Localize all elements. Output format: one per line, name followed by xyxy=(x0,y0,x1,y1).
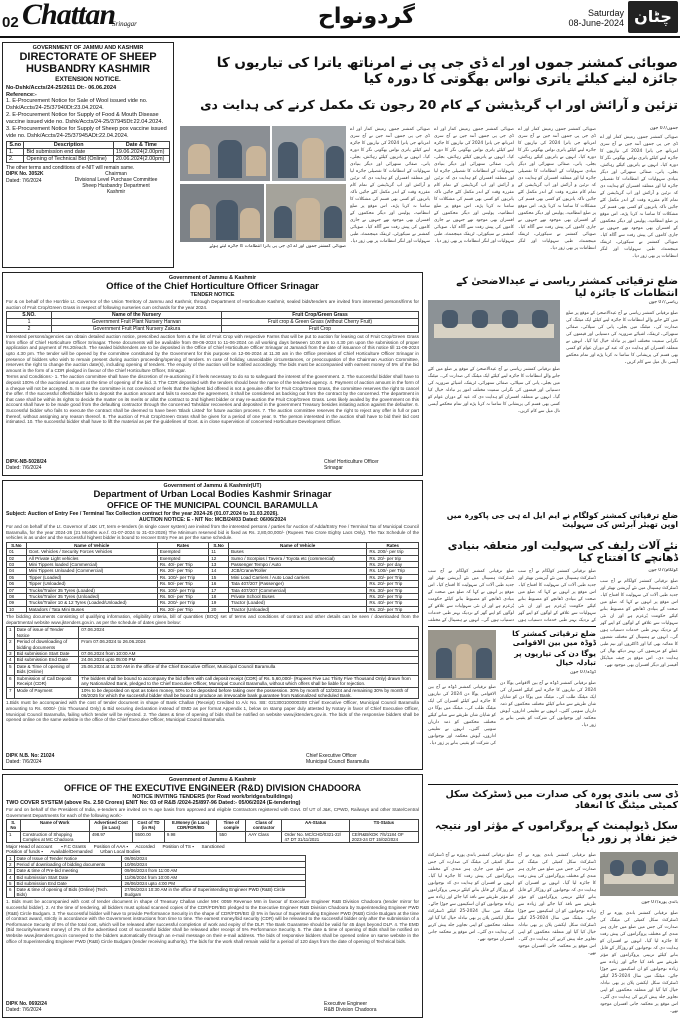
table-row xyxy=(7,831,419,842)
table-cell: 25.06.2024 at 11:00 AM in the office of the Chief Executive Officer, Municipal Council Baramulla xyxy=(79,663,419,675)
signature-role: Chief Executive Officer xyxy=(306,753,357,759)
table-cell: 10/06/2024 xyxy=(122,862,306,868)
table-cell: Bid submission Start Date xyxy=(14,874,122,880)
table-cell: 498.97 xyxy=(89,831,132,842)
table-row xyxy=(7,156,170,163)
table-cell: 03 xyxy=(7,562,27,568)
schedule-table xyxy=(6,141,170,163)
table-header: Time of comple xyxy=(217,820,246,831)
newspaper-logo: چٹان xyxy=(628,1,678,33)
table-cell: 16 xyxy=(209,581,229,587)
story-subheadline: یوگا دن کی تیاریوں پر تبادلہ خیال xyxy=(514,649,596,667)
story-column: ضلع ترقیاتی کمشنر باندی پورہ نے آج ڈسٹرکٹ سکل کمیٹی کی میٹنگ کی صدارت کی جس میں ضلع میں جاری ہنر مندی کے مختلف پروگراموں کی پیش رفت کا جائزہ لیا گیا۔ انہوں نے افسران کو ہدایت دی کہ نوجوانوں کو روزگار کے قابل بنانے کیلئے تربیتی پروگراموں کو مؤثر طریقے سے نافذ کیا جائے اور زیادہ سے زیادہ نوجوانوں کو ان اسکیموں سے جوڑا جائے۔ میٹنگ میں سال 2024-25 کیلئے ڈسٹرکٹ سکل ایکشن پلان پر بھی تبادلہ خیال کیا گیا اور متعلقہ محکموں کو اپنی تجاویز جلد پیش کرنے کی ہدایت دی گئی۔ اس موقع پر محکمہ جاتی افسران موجود تھے۔ xyxy=(428,853,514,942)
table-cell: 4 xyxy=(7,657,15,663)
table-cell: Construction of Shopping Complex at MC Chadoora xyxy=(20,831,89,842)
table-cell: 01 xyxy=(7,549,27,555)
table-cell: Date & time of Pre-bid meeting xyxy=(14,868,122,874)
table-cell: Rs. 200/- per Trip xyxy=(157,600,209,606)
notice-dated: Dated: 7/6/2024 xyxy=(6,759,42,765)
story-column: ضلع ترقیاتی کمشنر کولگام نے آج سب ڈسٹرکٹ ہسپتال میں نئے آپریشن تھیٹر اور جدید طبی آلات کی سہولیت کا افتتاح کیا۔ اس موقع پر انہوں نے کہا کہ ضلع میں صحت کے بنیادی ڈھانچے کو مضبوط بنانے کیلئے حکومت پُرعزم ہے اور ان نئی سہولیات سے علاقے کے لوگوں کو اپنے گھر کے نزدیک بہتر طبی خدمات دستیاب ہوں xyxy=(518,569,596,623)
notice-footer xyxy=(6,753,419,767)
table-cell: Buses xyxy=(228,549,366,555)
table-cell: Sumo / Scorpios / Tavera / Toyota etc (commercial) xyxy=(228,555,366,561)
table-cell: The bidders shall be bound to accompany the bid offers with call deposit receipt (CDR) of Rs. 5,60,000/- (Rupees Five Lac Thirty Five Thousand Only) drawn from any Nationalized Bank, pledged to the Chief Executive Officer, Municipal Council Baramulla, without which offers shall be liable for rejection. xyxy=(79,675,419,687)
table-cell: 19 xyxy=(209,600,229,606)
table-cell: 1 xyxy=(7,856,15,862)
table-cell: 18 xyxy=(209,594,229,600)
table-header: Advertised Cost (in Lacs) xyxy=(89,820,132,831)
table-row xyxy=(7,887,306,898)
table-header: Name of Work xyxy=(20,820,89,831)
notice-subtitle: EXTENSION NOTICE. xyxy=(55,76,121,83)
nursery-table xyxy=(6,311,419,333)
table-cell: Rs. 20/- per Trip xyxy=(367,581,419,587)
story-headline: ڈی سی باندی پورہ کی صدارت میں ڈسٹرکٹ سکل کمیٹی میٹنگ کا انعقاد xyxy=(445,789,678,811)
notice-title: Department of Urban Local Bodies Kashmir Srinagar xyxy=(93,489,332,500)
table-cell: Rs. 50/- per Trip xyxy=(157,594,209,600)
table-cell: 09/06/2024 from 11:00 AM xyxy=(122,868,306,874)
story-column: صوبائی کمشنر جموں رمیش کمار اور اے ڈی جی پی جموں آنند جین نے آج سری امرناتھ جی یاترا 2024 کی تیاریوں کا جائزہ لینے کیلئے یاتری نواس بھگوتی نگر کا دورہ کیا۔ انہوں نے یاتریوں کیلئے رہائش، بجلی، پانی، صفائی ستھرائی اور دیگر بنیادی سہولیات کے انتظامات کا تفصیلی جائزہ لیا اور متعلقہ افسران کو ہدایت دی کہ تزئین و آرائش اور اپ گریڈیشن کے تمام کام مقررہ وقت کے اندر مکمل کئے جائیں تاکہ یاتریوں کو کسی بھی قسم کی مشکلات کا سامنا نہ کرنا پڑے۔ اس موقع پر ضلع انتظامیہ، پولیس اور دیگر محکموں کے افسران بھی موجود تھے جنہوں نے جاری کاموں کی پیش رفت سے آگاہ کیا۔ صوبائی کمشنر نے سیکورٹی، ٹریفک مینجمنٹ، طبی سہولیات اور لنگر انتظامات پر بھی زور دیا۔ xyxy=(600,135,678,259)
table-cell: Rs. 20/- per trip xyxy=(367,555,419,561)
table-row xyxy=(7,687,419,699)
table-cell: Rs. 30/- per Trip xyxy=(367,587,419,593)
story-column: صوبائی کمشنر جموں رمیش کمار اور اے ڈی جی پی جموں آنند جین نے آج سری امرناتھ جی یاترا 2024 کی تیاریوں کا جائزہ لینے کیلئے یاتری نواس بھگوتی نگر کا دورہ کیا۔ انہوں نے یاتریوں کیلئے رہائش، بجلی، پانی، صفائی ستھرائی اور دیگر بنیادی سہولیات کے انتظامات کا تفصیلی جائزہ لیا اور متعلقہ افسران کو ہدایت دی کہ تزئین و آرائش اور اپ گریڈیشن کے تمام کام مقررہ وقت کے اندر مکمل کئے جائیں تاکہ یاتریوں کو کسی بھی قسم کی مشکلات کا سامنا نہ کرنا پڑے۔ اس موقع پر ضلع انتظامیہ، پولیس اور دیگر محکموں کے افسران بھی موجود تھے جنہوں نے جاری کاموں کی پیش رفت سے آگاہ کیا۔ صوبائی کمشنر نے سیکورٹی، ٹریفک مینجمنٹ، طبی سہولیات اور لنگر انتظامات پر بھی زور دیا۔ xyxy=(350,127,430,244)
table-cell: Rs. 20/- per Trip xyxy=(157,568,209,574)
notice-gov: Government of Jammu & Kashmir xyxy=(168,777,257,783)
table-row xyxy=(7,663,419,675)
notice-footer xyxy=(6,1001,419,1015)
signature-place: Srinagar xyxy=(324,465,343,471)
story-column: صوبائی کمشنر جموں رمیش کمار اور اے ڈی جی پی جموں آنند جین نے آج سری امرناتھ جی یاترا 2024 کی تیاریوں کا جائزہ لینے کیلئے یاتری نواس بھگوتی نگر کا دورہ کیا۔ انہوں نے یاتریوں کیلئے رہائش، بجلی، پانی، صفائی ستھرائی اور دیگر بنیادی سہولیات کے انتظامات کا تفصیلی جائزہ لیا اور متعلقہ افسران کو ہدایت دی کہ تزئین و آرائش اور اپ گریڈیشن کے تمام کام مقررہ وقت کے اندر مکمل کئے جائیں تاکہ یاتریوں کو کسی بھی قسم کی مشکلات کا سامنا نہ کرنا پڑے۔ اس موقع پر ضلع انتظامیہ، پولیس اور دیگر محکموں کے افسران بھی موجود تھے جنہوں نے جاری کاموں کی پیش رفت سے آگاہ کیا۔ صوبائی کمشنر نے سیکورٹی، ٹریفک مینجمنٹ، طبی سہولیات اور لنگر انتظامات پر بھی زور دیا۔ xyxy=(518,127,596,251)
notice-footer xyxy=(6,459,419,473)
table-cell: 20.06.2024(2.00pm) xyxy=(113,156,169,163)
table-cell: Mini Load Carriers / Auto Load carriers xyxy=(228,574,366,580)
table-cell: Govt. Vehicles / Security Forces Vehicles xyxy=(26,549,157,555)
table-row xyxy=(7,639,419,651)
table-cell: Government Fruit Plant Nursery Zakura xyxy=(52,326,222,333)
signature-org: Divisional Level Purchase Committee xyxy=(74,177,158,183)
table-cell: 3 xyxy=(7,868,15,874)
table-cell: Mode of Payment xyxy=(14,687,79,699)
table-cell: 07 xyxy=(7,587,27,593)
notice-footer-text: 1.Bids must be accompanied with the cost of tender document in shape of Bank Challan (Receipt) Credited to A/c No. SB: 021300100000208 Chief Executive Officer, Municipal Council Baramulla amounting to Rs. 6000/- (Six Thousand Only) & Bid securing declaration instead of EMD as per format Appendix 1, below on stamp paper duly attested by Notary in favor of Chief Executive Officer, Municipal Council Baramulla, failing which tender will be rejected. 2. The dates & time of opening of bids shall be notified on website www.jktenders.gov.in. The bids of the responsive bidders shall be opened online on the same website in the office of the Chief Executive Officer, Municipal Council Baramulla. xyxy=(6,700,419,723)
table-header: S.no xyxy=(7,142,24,149)
notice-title: OFFICE OF THE EXECUTIVE ENGINEER (R&D) DIVISION CHADOORA xyxy=(63,783,362,793)
notice-intro: For & on behalf of the Hon'ble Lt. Governor of the Union Territory of Jammu and Kashmir, through Department of Horticulture Kashmir, sealed bids/tenders are invited from interested persons/firms for auction of Fruit Crop/Green Grass in respect of following nurseries cum orchards for the year 2024. xyxy=(6,299,419,310)
table-cell: Rs. 20/- per day xyxy=(367,562,419,568)
table-cell: 5 xyxy=(7,663,15,675)
table-cell: 550 xyxy=(217,831,246,842)
signature-org: Kashmir xyxy=(106,189,126,195)
table-cell: 6 xyxy=(7,887,15,898)
story-photo xyxy=(428,300,560,362)
dipk-number: DIPK N.B. No: 21024 xyxy=(6,753,55,759)
page-number: 02 xyxy=(2,14,19,31)
table-cell: 08 xyxy=(7,594,27,600)
table-cell: 6 xyxy=(7,675,15,687)
chadoora-tender-notice xyxy=(2,774,423,1018)
notice-dated: Dated: 7/6/2024 xyxy=(6,178,42,184)
table-cell: 10% to be deposited on spot as token money, 50% to be deposited before taking over the possession. 30% by month of 12/2024 and remaining 30% by month of 06/2025 for which the successful bidder shall be bound to produce an irrevocable bank guarantee from Nationalized scheduled Bank. xyxy=(79,687,419,699)
table-cell: 1 xyxy=(7,627,15,639)
story-photo xyxy=(266,184,346,242)
notice-title-2: HUSBANDRY KASHMIR xyxy=(25,63,151,75)
signature-org: Sheep Husbandry Department xyxy=(82,183,150,189)
masthead xyxy=(0,0,680,38)
table-cell: Submission of Call Deposit Receipt (CDR) xyxy=(14,675,79,687)
notice-note: The other terms and conditions of e-NIT will remain same. xyxy=(6,165,135,171)
table-cell: Fruit crop & Green Grass (without Cherry Fruit) xyxy=(221,319,418,326)
table-cell: 3 xyxy=(7,651,15,657)
table-cell: Bid submission end date xyxy=(24,149,113,156)
signature-place: R&B Division Chadoora xyxy=(324,1007,377,1013)
dipk-number: DIPK No. 0692/24 xyxy=(6,1001,47,1007)
table-header: Name of Vehicle xyxy=(228,542,366,548)
table-cell: Bid submission End Date xyxy=(14,657,79,663)
notice-subject: Subject: Auction of Entry Fee / Terminal Tax Collection contract for the year 2024-26 (01.07.2024 to 31.03.2026). xyxy=(6,511,279,517)
table-header: AA-Status xyxy=(282,820,349,831)
notice-terms: 1. Bids must be accompanied with cost of tender document in shape of Treasury Challan under MH: 0059 Revenue Mm in favour of Executive Engineer R&B Division Chadoora (tender mirror for successful bidder). 2. At the time of tendering, all bidders must upload scanned copies of the CDR/FDR/BG pledged to the Executive Engineer R&B Division Chadoora by Superintending Engineer PWD (R&B) Circle Budgam. 3. The successful bidder will have to provide Performance Security in the shape of CDR/FDR/BG @ 5% in favour of Superintending Engineer PWD (R&B) Circle Budgam at the time of contract award, strictly in accordance with the Government instructions from time to time. The earnest money/bid security (CDR) will be released to the successful bidder only after the submission of a Performance Security of 5% of the total cost, which will be released after successful completion of work and expiry of the DLP. The Bank Guarantee should be valid for 45 days beyond DLP. 4. The EMD (Bid Security/earnest money) of 2% of the advertised cost of successful bidder shall be released after receipt of 5% Performance Security. 5. The date & time of opening of Bids shall be notified on Website www.jktenders.gov.in conveyed to the bidders automatically through an e-mail message on their e-mail address. The bids of responsive bidders shall be opened online on same website in the office of Superintending Engineer PWD (R&B) Circle Budgam (tender receiving authority). The bids for the work shall remain valid for a period of 120 days from the date of opening of Technical bids. xyxy=(6,899,419,944)
table-cell: Matadors / Tata Mini Buses xyxy=(26,606,157,612)
table-cell: 9.98 xyxy=(164,831,216,842)
notice-ref-no: No-Dshk/Accts/24-25/2611 Dt:- 06.06.2024 xyxy=(6,85,117,91)
table-cell: Tractor (Unloaded) xyxy=(228,606,366,612)
signature-role: Executive Engineer xyxy=(324,1001,368,1007)
baramulla-auction-notice xyxy=(2,480,423,770)
story-column: ضلع ترقیاتی کمشنر کولگام نے آج سب ڈسٹرکٹ ہسپتال میں نئے آپریشن تھیٹر اور جدید طبی آلات کی سہولیت کا افتتاح کیا۔ اس موقع پر انہوں نے کہا کہ ضلع میں صحت کے بنیادی ڈھانچے کو مضبوط بنانے کیلئے حکومت پُرعزم ہے اور ان نئی سہولیات سے علاقے کے لوگوں کو اپنے گھر کے نزدیک بہتر طبی خدمات دستیاب ہوں گی۔ انہوں نے ہسپتال کے مختلف شعبوں کا معائنہ بھی کیا اور ڈاکٹروں اور نیم طبی عملے کو مریضوں کی بہتر دیکھ بھال کی ہدایت دی۔ اس موقع پر چیف میڈیکل آفیسر اور دیگر افسران بھی موجود تھے۔ xyxy=(600,579,678,668)
table-cell: 1 xyxy=(7,831,21,842)
photo-caption: صوبائی کمشنر جموں اور اے ڈی جی پی یاترا انتظامات کا جائزہ لیتے ہوئے xyxy=(209,244,346,249)
table-cell: 2. xyxy=(7,156,24,163)
story-photo xyxy=(180,126,270,181)
notice-reference-2: 3. E-Procurement Notice for Supply of Sheep pox vaccine issued vide no. Dshk/Accts/24-25/37945ADt:22.04.2024. xyxy=(6,126,167,139)
story-headline: ضلع ترقیاتی کمشنر کا ڈوڈہ میں بین الاقوامی xyxy=(512,629,596,647)
table-header: TS-Status xyxy=(349,820,418,831)
table-cell: Rs. 20/- per Trip xyxy=(367,574,419,580)
signature-role: Chairman xyxy=(105,171,127,177)
table-cell: From 07.06.2024 to 26.06.2024 xyxy=(79,639,419,651)
table-cell: Bid submission Start Date xyxy=(14,651,79,657)
table-cell: Tata 407/207 (Commercial) xyxy=(228,587,366,593)
table-cell: Exempted xyxy=(157,549,209,555)
table-cell: 11 xyxy=(209,549,229,555)
notice-subtitle: TENDER NOTICE xyxy=(190,292,235,298)
story-byline: ڈوڈہ/07 جون xyxy=(570,670,596,675)
notice-footer xyxy=(6,171,170,201)
table-header: Fruit Crop/Green Grass xyxy=(221,312,418,319)
table-cell: Rs. 20/- per Trip xyxy=(367,606,419,612)
table-cell: Tipper (Loaded) xyxy=(26,574,157,580)
table-cell: Bid submission End Date xyxy=(14,880,122,886)
table-cell: CE/R&B/KDK 7/5/1184 OF 2023-24 DT 15/02/2024 xyxy=(349,831,418,842)
table-cell: Trucks/Trailer 35 Tyres (Unloaded) xyxy=(26,594,157,600)
table-cell: 12 xyxy=(209,555,229,561)
story-photo xyxy=(428,630,496,680)
table-cell: Mini Tippers loaded (Commercial) xyxy=(26,562,157,568)
table-cell: 06 xyxy=(7,581,27,587)
dipk-number: DIPK No. 3052K xyxy=(6,171,44,177)
table-cell: 5 xyxy=(7,880,15,886)
table-cell: Exempted xyxy=(157,555,209,561)
signature-role: Chief Horticulture Officer xyxy=(324,459,379,465)
table-cell: 2 xyxy=(7,862,15,868)
story-column: ضلع ترقیاتی کمشنر ریاسی نے آج عیدالاضحیٰ کے موقع پر ضلع میں کئے جانے والے انتظامات کا جائزہ لینے کیلئے ایک میٹنگ کی صدارت کی۔ میٹنگ میں بجلی، پانی کی سپلائی، صفائی ستھرائی، ٹریفک، اشیائے ضروریہ کی دستیابی اور قیمتوں کی نگرانی سمیت مختلف امور پر تبادلہ خیال کیا گیا۔ انہوں نے متعلقہ افسران کو ہدایت دی کہ عید کے دوران عوام کو کسی بھی قسم کی پریشانی کا سامنا نہ کرنا پڑے اور تمام محکمے آپسی تال میل سے کام کریں۔ xyxy=(428,367,560,414)
table-cell: Opening of Technical Bid (Online) xyxy=(24,156,113,163)
section-title: گردونواح xyxy=(318,4,415,29)
table-cell: 1 xyxy=(7,319,52,326)
table-cell: 2 xyxy=(7,326,52,333)
dates-table xyxy=(6,855,306,898)
table-row xyxy=(7,627,419,639)
table-cell: Trucks/Trailer 10 & 12 Tyres (Loaded/Unloaded) xyxy=(26,600,157,606)
table-row xyxy=(7,319,419,326)
table-cell: Tractor (Loaded) xyxy=(228,600,366,606)
story-column: صوبائی کمشنر جموں رمیش کمار اور اے ڈی جی پی جموں آنند جین نے آج سری امرناتھ جی یاترا 2024 کی تیاریوں کا جائزہ لینے کیلئے یاتری نواس بھگوتی نگر کا دورہ کیا۔ انہوں نے یاتریوں کیلئے رہائش، بجلی، پانی، صفائی ستھرائی اور دیگر بنیادی سہولیات کے انتظامات کا تفصیلی جائزہ لیا اور متعلقہ افسران کو ہدایت دی کہ تزئین و آرائش اور اپ گریڈیشن کے تمام کام مقررہ وقت کے اندر مکمل کئے جائیں تاکہ یاتریوں کو کسی بھی قسم کی مشکلات کا سامنا نہ کرنا پڑے۔ اس موقع پر ضلع انتظامیہ، پولیس اور دیگر محکموں کے افسران بھی موجود تھے جنہوں نے جاری کاموں کی پیش رفت سے آگاہ کیا۔ صوبائی کمشنر نے سیکورٹی، ٹریفک مینجمنٹ، طبی سہولیات اور لنگر انتظامات پر بھی زور دیا۔ xyxy=(434,127,514,244)
table-cell: 06/06/2024 xyxy=(122,856,306,862)
table-cell: Date & time of opening of Bids (Online) (Tech. Bids) xyxy=(14,887,122,898)
table-cell: Tata 407/207 (Passenger) xyxy=(228,581,366,587)
work-table xyxy=(6,819,419,843)
story-byline: ریاسی/07 جون xyxy=(648,300,678,305)
table-cell: 07.06.2024 from 10:00 AM xyxy=(79,651,419,657)
table-cell: Mini Tippers Unloaded (Commercial) xyxy=(26,568,157,574)
dipk-number: DIPK-NB-5028/24 xyxy=(6,459,47,465)
notice-dated: Dated: 7/6/2024 xyxy=(6,465,42,471)
table-cell: All Private Light vehicles xyxy=(26,555,157,561)
table-cell: 2 xyxy=(7,639,15,651)
story-headline: صوبائی کمشنر جموں اور اے ڈی جی پی نے امرناتھ یاترا کی تیاریوں کا جائزہ لینے کیلئے یاتری نواس بھگوتی کا دورہ کیا xyxy=(216,55,678,87)
signature-place: Municipal Council Baramulla xyxy=(306,759,370,765)
table-header: Date & Time xyxy=(113,142,169,149)
story-subheadline: سکل ڈیولپمنٹ کے پروگراموں کے مؤثر اور نتیجہ خیز نفاذ پر زور دیا xyxy=(434,820,678,845)
story-column: ضلع ترقیاتی کمشنر باندی پورہ نے آج ڈسٹرکٹ سکل کمیٹی کی میٹنگ کی صدارت کی جس میں ضلع میں جاری ہنر مندی کے مختلف پروگراموں کی پیش رفت کا جائزہ لیا گیا۔ انہوں نے افسران کو ہدایت دی کہ نوجوانوں کو روزگار کے قابل بنانے کیلئے تربیتی پروگراموں کو مؤثر طریقے سے نافذ کیا جائے اور زیادہ سے زیادہ نوجوانوں کو ان اسکیموں سے جوڑا جائے۔ میٹنگ میں سال 2024-25 کیلئے ڈسٹرکٹ سکل ایکشن پلان پر بھی تبادلہ خیال کیا گیا اور متعلقہ محکموں کو اپنی تجاویز جلد پیش کرنے کی ہدایت دی گئی۔ اس موقع پر محکمہ جاتی افسران موجود تھے۔ xyxy=(518,853,596,956)
notice-docs: The bidding documents consisting of qualifying information, eligibility criteria, bill of quantities (BOQ) set of terms and conditions of contract and other details can be seen / downloaded from the departmental website www.jktenders.gov.in. as per the schedule of dates given below: xyxy=(6,614,419,625)
table-header: E.Money (in Lacs) CDR/FDR/BG xyxy=(164,820,216,831)
table-cell: 17 xyxy=(209,587,229,593)
notice-body: Interested persons/agencies can obtain detailed auction notice, prescribed auction form & the list of Fruit Crop with respective Farms that will be put to auction for leasing out of Fruit Crop/Green Grass from office of Chief Horticulture Officer Srinagar. These documents will be available from 08-06-2024 to 11-06-2024 on all working days between 10.00 am to 4.30 pm upon the submission of proper application and payment of Rs.20/each. The sealed bids/tenders are to be deposited in the Office of Chief Horticulture Officer Srinagar at Jamandi from the date of issuance of this notice till 11-06-2024 upto 4.30 pm. The tender will be opened by the committee constituted by the Government for this purpose on 12-06-2024 at 11.30 am in the Office premises of Chief Horticulture Officer Srinagar in presence of bidders who wish to remain present during auction proceeding/opening of tenders. In case of holiday, unavoidable circumstances, or preoccupation of the Chairman Auction Committee, reserves the right to change the auction date(s), including opening of tenders. The enquiry of the auction will be notified accordingly. The bids must be accompanied with earnest money of 5% of the bid amount in the form of a CDR pledged in favour of the Chief Horticulture Officer, Srinagar. xyxy=(6,334,419,373)
funds-line-2: Position of funds ▪ Available/Demanded Urban Local Bodies xyxy=(6,849,141,854)
table-cell: 4 xyxy=(7,874,15,880)
table-cell: 11/06/2024 from 10:00 AM xyxy=(122,874,306,880)
notice-dated: Dated: 7/6/2024 xyxy=(6,1007,42,1013)
table-body xyxy=(7,549,419,613)
table-cell: 13 xyxy=(209,562,229,568)
notice-gov: Government of Jammu & Kashmir xyxy=(168,275,257,281)
table-header: S.NO. xyxy=(7,312,52,319)
dates-table xyxy=(6,626,419,699)
table-cell: JCB/Crane/Roller xyxy=(228,568,366,574)
notice-subtitle: NOTICE INVITING TENDERS (for Road work/bridges/buildings) xyxy=(132,794,293,800)
table-cell: Order No. MC/CHD/0321-22/ 47 DT 31/11/2021 xyxy=(282,831,349,842)
table-cell: Rs. 20/- per Trip xyxy=(367,594,419,600)
story-photo xyxy=(600,852,678,896)
table-cell: 07.06.2024 xyxy=(79,627,419,639)
brand-name: Chattan xyxy=(22,0,116,31)
table-header: Rates xyxy=(157,542,209,548)
table-cell: Passenger Tempo / Auto xyxy=(228,562,366,568)
story-subheadline: تزئین و آرائش اور اپ گریڈیشن کے کام 20 رجون تک مکمل کرنے کی ہدایت دی xyxy=(200,97,678,112)
issue-date-value: 08-June-2024 xyxy=(568,18,624,28)
story-headline: ضلع ترقیاتی کمشنر کولگام نے ایم ایل اے ہی جی پاکورہ میں اوپن تھیٹر آبرٹس کی سہولیت xyxy=(446,511,678,529)
notice-terms: Terms and Conditions:- 1. The auction committee shall have the discretion of re-auctioning if it feels necessary to do so to safeguard the interest of the government. 2. The successful bidder shall have to deposit 100% of the auctioned amount at the time of opening of the bid. 3. The CDR deposited with the tenders should bear the name of the tendered agency. 4. Payment of auction amount in the form of a cheque will not be accepted. 5. In case the committee is not convinced or feels that the highest bid offered is not a genuine offer for Fruit Crop/Green Grass, the committee reserves the right to cancel the offer. If the successful offer/bidder fails to deposit the auction amount and fails to execute the agreement, it shall be considered as backing out from the contract by the concerned. The department in that case shall be within its rights to decide the matter on its merits or allot the contract to 2nd highest bidder or may re-auction the Fruit Crop/Green Grass. Less likely availed by the government on this account shall have to be made good from the defaulting contractor through the concerned Tahsildar recoveries and deposited in the government Treasury besides initiating action against the defaulter. 6. Successful bidder who fails to execute the contract shall be deemed to have been 'Black Listed' for future auction process. 7. The auction committee reserves the right to reject any offer in full or part thereof, without assigning any reason thereof. 8. The auction of Fruit Crop/Green Grass shall be given for a period of one year. 9. The person interested in the auction shall have to bid their bid cost intimated. 10. The successful bidder shall have to lift the material as per the guidelines of Govt. & in close supervision of concerned Horticulture Development Officer. xyxy=(6,374,419,425)
story-headline: ضلع ترقیاتی کمشنر ریاسی نے عیدالاضحیٰ کے انتظامات کا جائزہ لیا xyxy=(456,276,678,299)
table-cell: Rs. 100/- per Trip xyxy=(367,568,419,574)
table-cell: 19.06.2024(2.00pm) xyxy=(113,149,169,156)
table-cell: Date of Issue of Tender Notice xyxy=(14,856,122,862)
story-byline: جموں/07 جون xyxy=(649,126,678,131)
table-cell: Private School Buses xyxy=(228,594,366,600)
table-cell: 26/06/2024 upto 4:00 PM xyxy=(122,880,306,886)
table-header: Class of contractor xyxy=(246,820,282,831)
notice-title: DIRECTORATE OF SHEEP xyxy=(19,51,157,63)
sheep-husbandry-notice xyxy=(2,42,174,268)
table-cell: 24.06.2024 upto 05:00 PM xyxy=(79,657,419,663)
table-cell: Rs. 20/- per Trip xyxy=(157,606,209,612)
story-column: ضلع ترقیاتی کمشنر باندی پورہ نے آج ڈسٹرکٹ سکل کمیٹی کی میٹنگ کی صدارت کی جس میں ضلع میں جاری ہنر مندی کے مختلف پروگراموں کی پیش رفت کا جائزہ لیا گیا۔ انہوں نے افسران کو ہدایت دی کہ نوجوانوں کو روزگار کے قابل بنانے کیلئے تربیتی پروگراموں کو مؤثر طریقے سے نافذ کیا جائے اور زیادہ سے زیادہ نوجوانوں کو ان اسکیموں سے جوڑا جائے۔ میٹنگ میں سال 2024-25 کیلئے ڈسٹرکٹ سکل ایکشن پلان پر بھی تبادلہ خیال کیا گیا اور متعلقہ محکموں کو اپنی تجاویز جلد پیش کرنے کی ہدایت دی گئی۔ اس موقع پر محکمہ جاتی افسران موجود تھے۔ xyxy=(600,911,678,1014)
notice-intro: For and on behalf of the President of India, e-tenders are invited on % age basis from approved and eligible Contractors registered with Govt. Of UT of J&K, CPWD, Railways and other State/Central Government Departments for each of the following work:- xyxy=(6,807,419,818)
table-cell: Date & Time of opening of Bids (Online) xyxy=(14,663,79,675)
table-row xyxy=(7,606,419,612)
table-header: Name of Vehicle xyxy=(26,542,157,548)
table-cell: Rs. 40/- per Trip xyxy=(157,562,209,568)
story-column: ضلع ترقیاتی کمشنر ڈوڈہ نے آج بین الاقوامی یوگا دن 2024 کی تیاریوں کا جائزہ لینے کیلئے افسران کی ایک میٹنگ طلب کی۔ میٹنگ میں یوگا دن کو شایان شان طریقے سے منانے کیلئے مختلف محکموں کو ذمہ داریاں سونپی گئیں۔ انہوں نے تعلیمی اداروں، آیوش محکمہ اور نوجوانوں کی شرکت کو یقینی بنانے پر زور دیا۔ xyxy=(500,681,596,728)
table-cell: 05 xyxy=(7,574,27,580)
table-row xyxy=(7,326,419,333)
table-cell: 7 xyxy=(7,687,15,699)
table-row xyxy=(7,149,170,156)
funds-line: Major Head of account ▪ F.C Grants Position of AAA ▪ Accorded Position of TS ▪ Sanctioned xyxy=(6,844,225,849)
notice-reference: Reference:- xyxy=(6,92,37,98)
notice-intro: For and on behalf of the Lt. Governor of J&K UT, term e-tenders (in single cover system) are invited from the interested persons / parties for Auction of Adda/Entry Fee / Terminal Tax of Municipal Council Baramulla, for the year 2024-26 (21 Months w.e.f. 01-07-2024 to 31-03-2026) The Minimum reserved bid is fixed as Rs. 2,80,00,000/- (Rupees Two Crore Eighty Lacs Only). The Tax Schedule of the vehicles is as under and the successful highest bidder is bound to recover Entry Fee as per the same schedule. xyxy=(6,524,419,541)
table-cell: 15 xyxy=(209,574,229,580)
table-row xyxy=(7,675,419,687)
table-cell: Date of issue of Tender Notice xyxy=(14,627,79,639)
table-header: S.No xyxy=(7,542,27,548)
table-cell: 1. xyxy=(7,149,24,156)
table-cell: Fruit Crop xyxy=(221,326,418,333)
table-cell: 20 xyxy=(209,606,229,612)
story-byline: کولگام/07 جون xyxy=(648,568,678,573)
table-cell: Tipper (Unloaded) xyxy=(26,581,157,587)
table-cell: Trucks/Trailer 35 Tyres (Loaded) xyxy=(26,587,157,593)
story-byline: باندی پورہ/07 جون xyxy=(641,900,678,905)
table-cell: AAY Class xyxy=(246,831,282,842)
notice-signature xyxy=(64,171,168,195)
table-cell: 5500.00 xyxy=(133,831,165,842)
table-cell: Rs. 50/- per Trip xyxy=(157,581,209,587)
story-subheadline: نئے آلات رلیف کی سہولیت اور متعلقہ بنیادی ڈھانچے کا افتتاح کیا xyxy=(447,540,678,565)
notice-reference-1: 2. E-Procurement Notice for Supply of Food & Mouth Disease vaccine issued vide no. Dshk/Accts/24-25/37945Dt:22.04.2024. xyxy=(6,112,164,125)
table-header: Cost of TD (in Rs) xyxy=(133,820,165,831)
table-cell: 04 xyxy=(7,568,27,574)
story-photo xyxy=(272,126,346,181)
table-header: Rates xyxy=(367,542,419,548)
table-header: S. No xyxy=(7,820,21,831)
story-column: ضلع ترقیاتی کمشنر ڈوڈہ نے آج بین الاقوامی یوگا دن 2024 کی تیاریوں کا جائزہ لینے کیلئے افسران کی ایک میٹنگ طلب کی۔ میٹنگ میں یوگا دن کو شایان شان طریقے سے منانے کیلئے مختلف محکموں کو ذمہ داریاں سونپی گئیں۔ انہوں نے تعلیمی اداروں، آیوش محکمہ اور نوجوانوں کی شرکت کو یقینی بنانے پر زور دیا۔ xyxy=(428,685,496,746)
brand-subtitle: Srinagar xyxy=(112,20,137,28)
tax-schedule-table xyxy=(6,542,419,613)
table-cell: 09 xyxy=(7,600,27,606)
notice-number: AUCTION NOTICE: E - NIT No: MCB/24/03 Dated: 06/06/2024 xyxy=(138,517,286,523)
table-cell: 27/06/2024 10:30 AM in the office of Superintending Engineer PWD (R&B) Circle Budgam xyxy=(122,887,306,898)
issue-day: Saturday xyxy=(587,8,624,18)
story-column: ضلع ترقیاتی کمشنر ریاسی نے آج عیدالاضحیٰ کے موقع پر ضلع میں کئے جانے والے انتظامات کا جائزہ لینے کیلئے ایک میٹنگ کی صدارت کی۔ میٹنگ میں بجلی، پانی کی سپلائی، صفائی ستھرائی، ٹریفک، اشیائے ضروریہ کی دستیابی اور قیمتوں کی نگرانی سمیت مختلف امور پر تبادلہ خیال کیا گیا۔ انہوں نے متعلقہ افسران کو ہدایت دی کہ عید کے دوران عوام کو کسی بھی قسم کی پریشانی کا سامنا نہ کرنا پڑے اور تمام محکمے آپسی تال میل سے کام کریں۔ xyxy=(566,311,678,365)
table-header: S.No xyxy=(209,542,229,548)
table-cell: Period of downloading of bidding documents xyxy=(14,639,79,651)
table-cell: Period of downloading of bidding documents xyxy=(14,862,122,868)
table-header: Description xyxy=(24,142,113,149)
table-cell: Rs. 100/- per Trip xyxy=(157,587,209,593)
notice-title-2: OFFICE OF THE MUNICIPAL COUNCIL BARAMULLA xyxy=(106,500,319,510)
notice-gov: GOVERNMENT OF JAMMU AND KASHMIR xyxy=(32,45,144,51)
table-body xyxy=(7,627,419,699)
table-cell: 02 xyxy=(7,555,27,561)
table-cell: 14 xyxy=(209,568,229,574)
table-header: Name of the Nursery xyxy=(52,312,222,319)
notice-subtitle-2: TWO COVER SYSTEM (above Rs. 2.50 Crores) ENIT No: 03 of R&B /2024-25/897-96 Dated:- 05/06/2024 (E-tendering) xyxy=(6,800,301,806)
horticulture-tender-notice xyxy=(2,272,423,476)
story-photo xyxy=(180,184,264,242)
issue-date xyxy=(562,8,624,28)
table-cell: 10 xyxy=(7,606,27,612)
table-cell: Rs. 40/- per Trip xyxy=(367,600,419,606)
table-body xyxy=(7,856,306,898)
table-cell: Government Fruit Plant Nursery Harwan xyxy=(52,319,222,326)
table-cell: Rs. 100/- per Trip xyxy=(157,574,209,580)
story-column: ضلع ترقیاتی کمشنر کولگام نے آج سب ڈسٹرکٹ ہسپتال میں نئے آپریشن تھیٹر اور جدید طبی آلات کی سہولیت کا افتتاح کیا۔ اس موقع پر انہوں نے کہا کہ ضلع میں صحت کے بنیادی ڈھانچے کو مضبوط بنانے کیلئے حکومت پُرعزم ہے اور ان نئی سہولیات سے علاقے کے لوگوں کو اپنے گھر کے نزدیک بہتر طبی خدمات دستیاب ہوں گی۔ انہوں نے ہسپتال کے مختلف xyxy=(428,569,514,623)
table-cell: Rs. 200/- per trip xyxy=(367,549,419,555)
notice-reference-0: 1. E-Procurement Notice for Sale of Wool issued vide no. Dshk/Accts/24-25/37940Dt:23.04.2024. xyxy=(6,98,148,111)
notice-title: Office of the Chief Horticulture Officer Srinagar xyxy=(106,281,319,292)
notice-gov: Government of Jammu & Kashmir(UT) xyxy=(163,483,262,489)
